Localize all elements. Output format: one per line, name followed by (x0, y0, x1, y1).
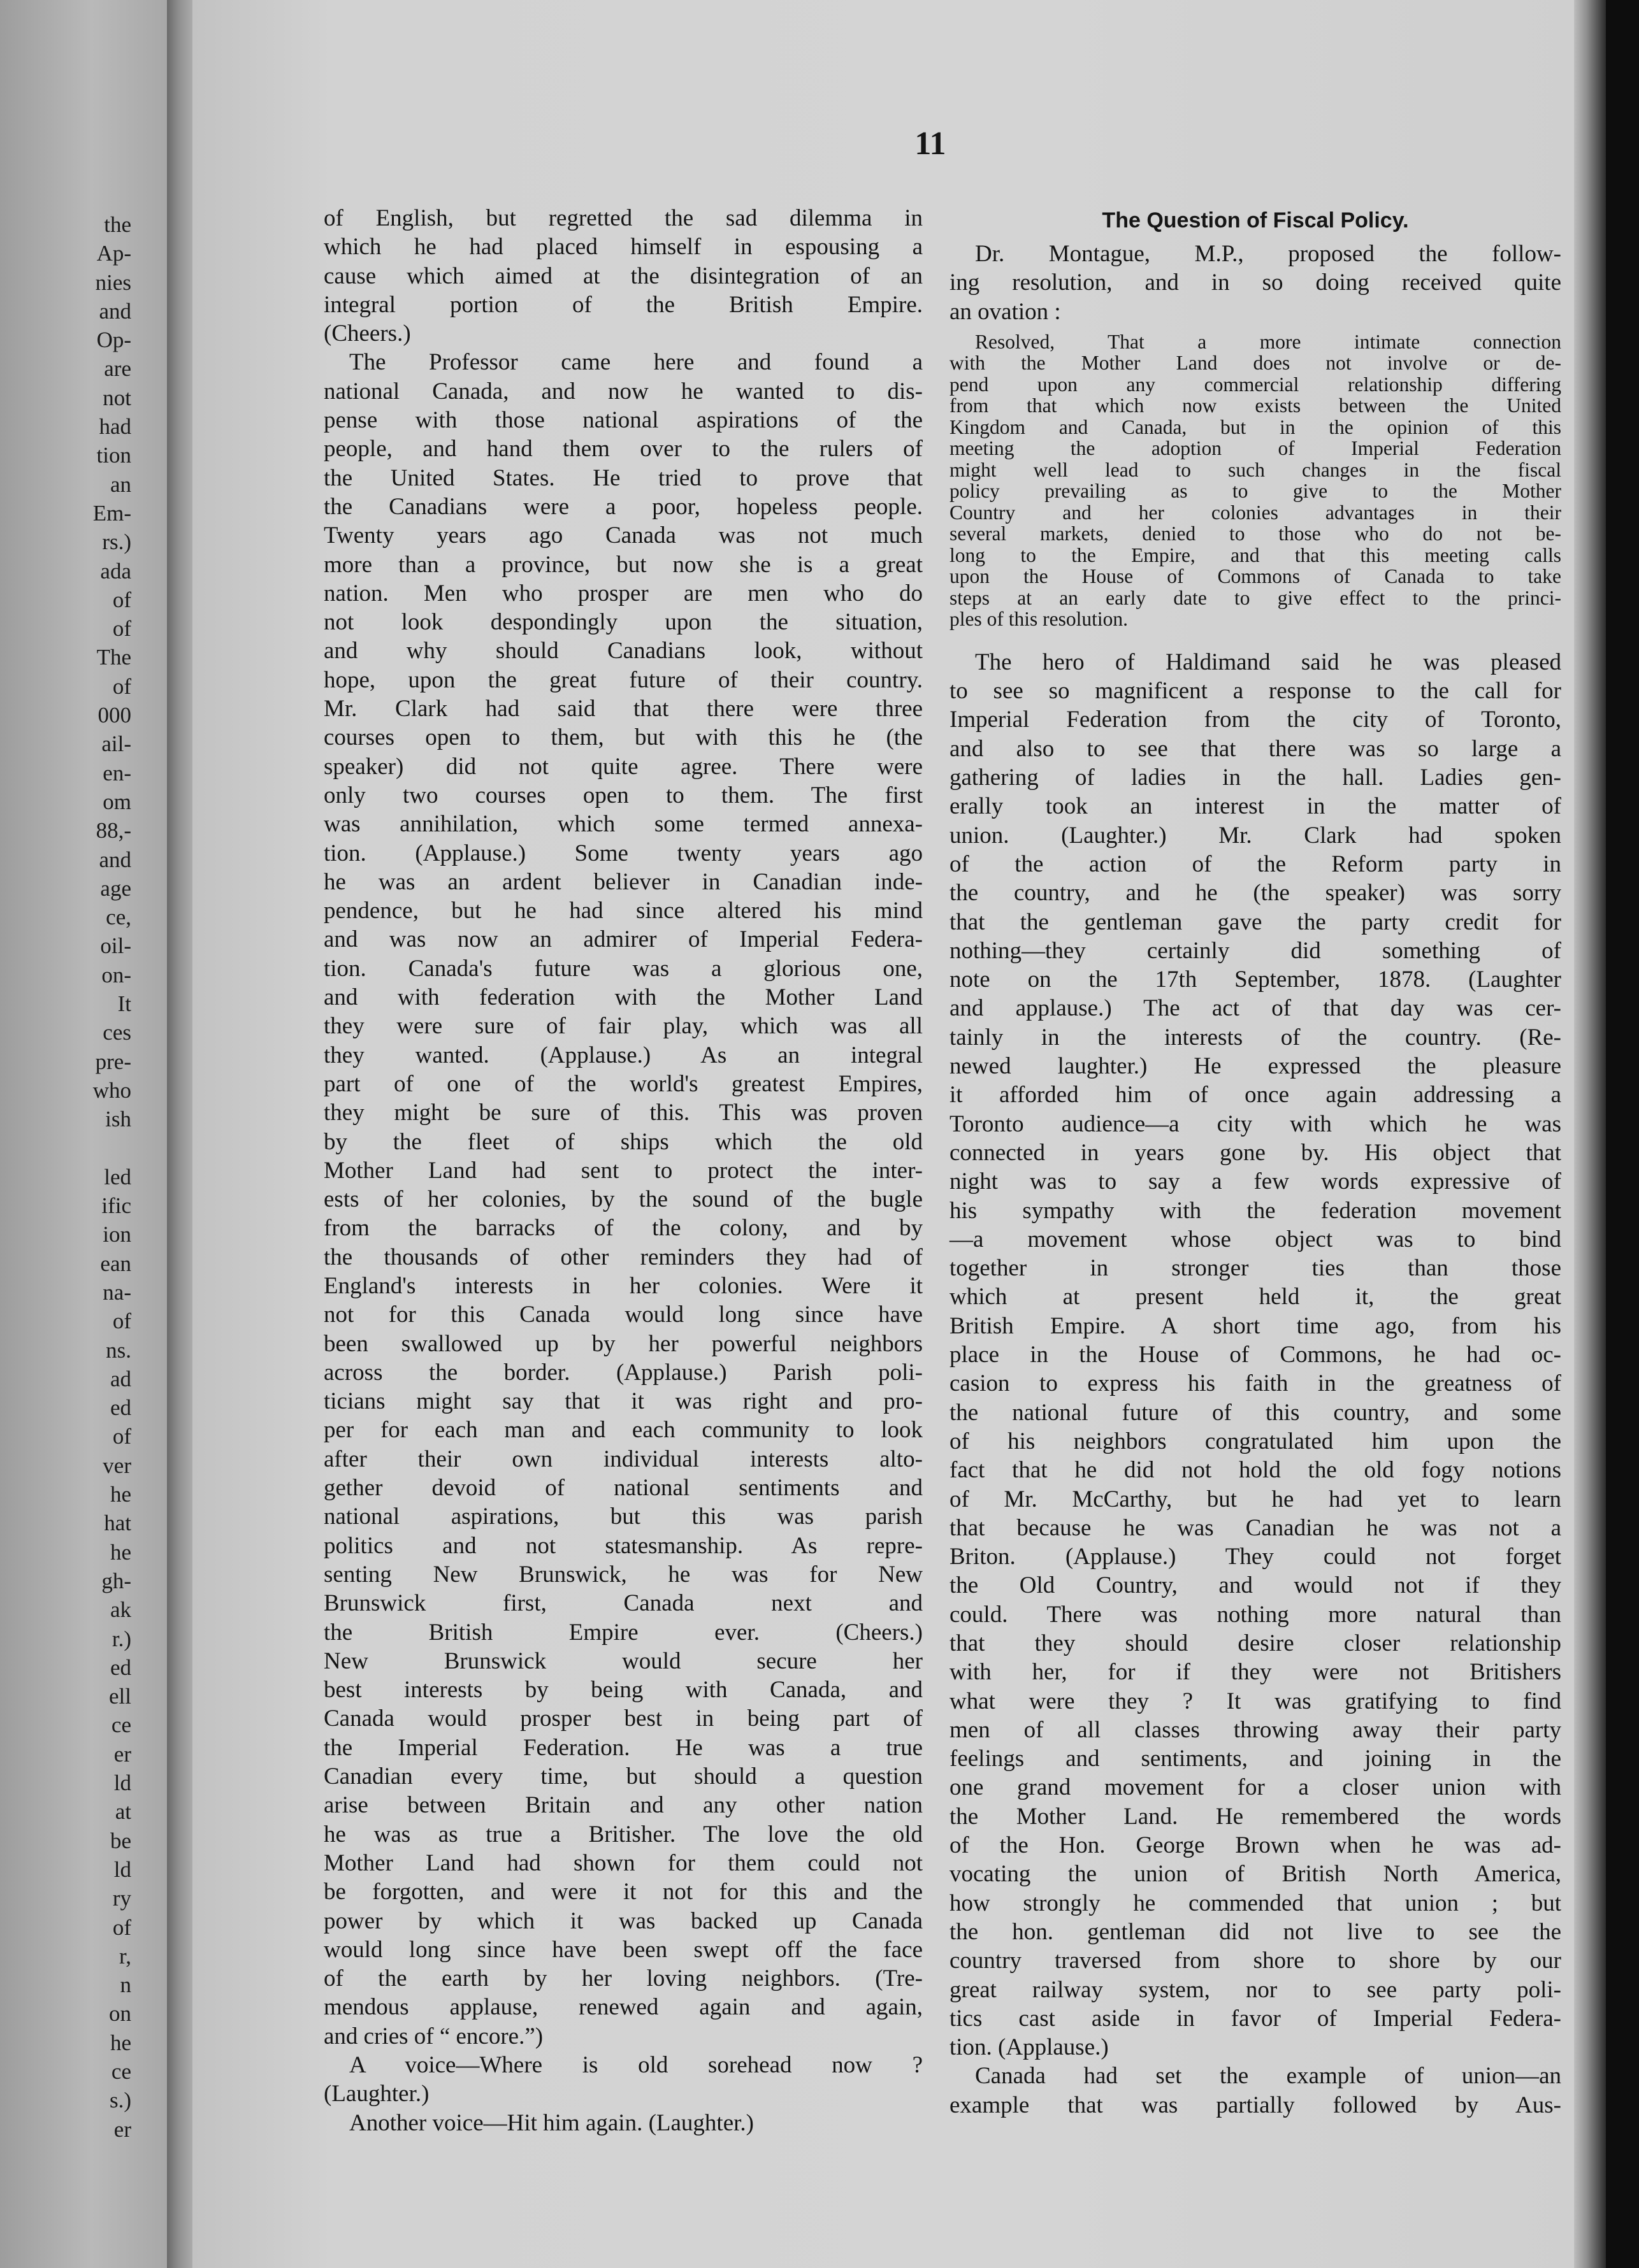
margin-fragment: ld (113, 1856, 131, 1882)
text-line: gathering of ladies in the hall. Ladies gen- (949, 764, 1561, 791)
text-line: with her, for if they were not Britishers (949, 1659, 1561, 1686)
text-line: not look despondingly upon the situation, (324, 609, 923, 636)
text-line: more than a province, but now she is a great (324, 551, 923, 578)
margin-fragment: on- (101, 962, 131, 987)
resolution-line: several markets, denied to those who do not be- (949, 522, 1561, 545)
text-line: the Imperial Federation. He was a true (324, 1734, 923, 1761)
margin-fragment: age (100, 875, 131, 901)
margin-fragment: ell (109, 1684, 131, 1709)
text-line: which at present held it, the great (949, 1284, 1561, 1310)
margin-fragment: ak (110, 1597, 131, 1623)
margin-fragment: er (113, 2116, 131, 2142)
margin-fragment: he (110, 2030, 131, 2055)
previous-page-text-fragments (4, 210, 131, 2144)
text-line: they might be sure of this. This was proven (324, 1100, 923, 1126)
text-line: pendence, but he had since altered his mind (324, 898, 923, 924)
text-line: the Mother Land. He remembered the words (949, 1803, 1561, 1830)
margin-fragment: gh- (101, 1568, 131, 1593)
resolution-line: with the Mother Land does not involve or de- (949, 352, 1561, 375)
text-line: national aspirations, but this was parish (324, 1504, 923, 1530)
text-line: night was to say a few words expressive of (949, 1168, 1561, 1195)
text-line: could. There was nothing more natural than (949, 1601, 1561, 1628)
text-line: and why should Canadians look, without (324, 638, 923, 664)
margin-fragment: n (120, 1972, 131, 1998)
margin-fragment: of (112, 1309, 131, 1334)
resolution-line: might well lead to such changes in the fiscal (949, 458, 1561, 481)
text-line: A voice—Where is old sorehead now ? (349, 2052, 923, 2078)
text-line: only two courses open to them. The first (324, 782, 923, 808)
text-line: the country, and he (the speaker) was sorry (949, 880, 1561, 907)
text-line: an ovation : (949, 298, 1061, 325)
text-line: country traversed from shore to shore by our (949, 1948, 1561, 1974)
margin-fragment: oil- (100, 933, 131, 959)
text-line: of the earth by her loving neighbors. (Tre- (324, 1965, 923, 1992)
text-line: arise between Britain and any other nation (324, 1792, 923, 1819)
text-line: be forgotten, and were it not for this and the (324, 1879, 923, 1906)
text-line: they were sure of fair play, which was all (324, 1013, 923, 1040)
margin-fragment: not (103, 385, 131, 410)
text-line: of the action of the Reform party in (949, 850, 1561, 877)
margin-fragment: s.) (109, 2088, 131, 2113)
text-line: men of all classes throwing away their party (949, 1716, 1561, 1743)
margin-fragment: ce, (106, 905, 131, 930)
text-line: which he had placed himself in espousing a (324, 234, 923, 261)
text-line: cause which aimed at the disintegration of an (324, 262, 923, 289)
text-line: how strongly he commended that union ; but (949, 1890, 1561, 1916)
margin-fragment: na- (103, 1279, 131, 1305)
resolution-line: long to the Empire, and that this meeting calls (949, 543, 1561, 566)
text-line: and with federation with the Mother Land (324, 984, 923, 1011)
text-line: nation. Men who prosper are men who do (324, 580, 923, 606)
text-line: New Brunswick would secure her (324, 1647, 923, 1674)
previous-page-edge (0, 0, 167, 2268)
margin-fragment: of (112, 616, 131, 642)
text-line: Dr. Montague, M.P., proposed the follow- (975, 241, 1561, 267)
text-line: fact that he did not hold the old fogy notions (949, 1457, 1561, 1484)
text-line: people, and hand them over to the rulers of (324, 436, 923, 463)
margin-fragment: en- (103, 760, 131, 786)
page-number: 11 (914, 126, 946, 162)
text-line: Another voice—Hit him again. (Laughter.) (349, 2109, 754, 2136)
text-line: connected in years gone by. His object that (949, 1139, 1561, 1166)
text-line: hope, upon the great future of their country. (324, 666, 923, 693)
margin-fragment: ld (113, 1770, 131, 1796)
speech-body (949, 648, 1561, 2120)
margin-fragment: an (110, 471, 131, 497)
text-line: across the border. (Applause.) Parish poli- (324, 1359, 923, 1386)
margin-fragment: Ap- (96, 241, 131, 266)
section-heading: The Question of Fiscal Policy. (1102, 208, 1409, 233)
text-line: they wanted. (Applause.) As an integral (324, 1042, 923, 1068)
resolution-line: Kingdom and Canada, but in the opinion of this (949, 415, 1561, 438)
text-line: Canadian every time, but should a question (324, 1763, 923, 1790)
margin-fragment: rs.) (102, 529, 131, 555)
resolution-line: pend upon any commercial relationship differing (949, 373, 1561, 396)
margin-fragment: of (112, 1424, 131, 1449)
intro-paragraph (949, 240, 1561, 326)
text-line: the thousands of other reminders they had of (324, 1244, 923, 1270)
text-line: The Professor came here and found a (349, 349, 923, 376)
text-line: union. (Laughter.) Mr. Clark had spoken (949, 822, 1561, 849)
margin-fragment: er (113, 1741, 131, 1767)
text-line: ing resolution, and in so doing received quite (949, 269, 1561, 296)
margin-fragment: ion (103, 1222, 131, 1247)
text-line: tion. Canada's future was a glorious one, (324, 955, 923, 982)
text-line: would long since have been swept off the face (324, 1936, 923, 1963)
resolution-line: from that which now exists between the United (949, 394, 1561, 417)
text-line: Brunswick first, Canada next and (324, 1590, 923, 1617)
text-line: great railway system, nor to see party poli- (949, 1976, 1561, 2003)
text-line: that because he was Canadian he was not a (949, 1514, 1561, 1541)
margin-fragment: r.) (112, 1626, 131, 1651)
text-line: Twenty years ago Canada was not much (324, 522, 923, 549)
text-line: of his neighbors congratulated him upon the (949, 1428, 1561, 1454)
margin-fragment: ce (111, 1712, 131, 1738)
margin-fragment: and (99, 298, 131, 324)
text-line: by the fleet of ships which the old (324, 1128, 923, 1155)
margin-fragment: led (104, 1164, 131, 1189)
text-line: ticians might say that it was right and pro- (324, 1388, 923, 1415)
text-line: the Canadians were a poor, hopeless people. (324, 493, 923, 520)
text-line: (Laughter.) (324, 2081, 430, 2107)
text-line: it afforded him of once again addressing a (949, 1082, 1561, 1109)
text-line: nothing—they certainly did something of (949, 937, 1561, 964)
text-line: not for this Canada would long since have (324, 1302, 923, 1328)
margin-fragment: are (104, 356, 131, 382)
text-line: the national future of this country, and some (949, 1399, 1561, 1426)
margin-fragment: The (96, 645, 131, 670)
margin-fragment: who (92, 1077, 131, 1103)
text-line: of English, but regretted the sad dilemma in (324, 205, 923, 231)
resolution-line: ples of this resolution. (949, 608, 1128, 631)
text-line: politics and not statesmanship. As repre- (324, 1532, 923, 1559)
resolution-line: Resolved, That a more intimate connection (975, 330, 1561, 353)
text-line: newed laughter.) He expressed the pleasure (949, 1053, 1561, 1080)
text-line: Briton. (Applause.) They could not forget (949, 1544, 1561, 1570)
margin-fragment: ada (100, 558, 131, 584)
text-line: the hon. gentleman did not live to see the (949, 1918, 1561, 1945)
page-right-edge (1574, 0, 1606, 2268)
margin-fragment: ces (103, 1020, 131, 1045)
text-line: courses open to them, but with this he (the (324, 724, 923, 751)
text-line: per for each man and each community to look (324, 1417, 923, 1444)
margin-fragment: and (99, 847, 131, 872)
resolution-line: upon the House of Commons of Canada to take (949, 565, 1561, 588)
text-line: he was an ardent believer in Canadian inde- (324, 868, 923, 895)
text-line: and also to see that there was so large a (949, 735, 1561, 762)
margin-fragment: had (99, 414, 131, 440)
text-line: Toronto audience—a city with which he was (949, 1110, 1561, 1137)
right-column (949, 204, 1561, 2120)
text-line: place in the House of Commons, he had oc- (949, 1342, 1561, 1368)
text-line: Mother Land had sent to protect the inter- (324, 1157, 923, 1184)
text-line: Mother Land had shown for them could not (324, 1849, 923, 1876)
margin-fragment: 88,- (96, 818, 131, 843)
margin-fragment: ver (103, 1453, 131, 1478)
text-line: Canada would prosper best in being part of (324, 1705, 923, 1732)
text-line: national Canada, and now he wanted to dis- (324, 378, 923, 405)
text-line: he was as true a Britisher. The love the old (324, 1821, 923, 1848)
margin-fragment: ish (105, 1107, 131, 1132)
margin-fragment: tion (96, 443, 131, 468)
margin-fragment: of (112, 587, 131, 612)
text-line: feelings and sentiments, and joining in the (949, 1746, 1561, 1772)
text-line: integral portion of the British Empire. (324, 291, 923, 318)
margin-fragment: pre- (95, 1049, 131, 1074)
text-line: The hero of Haldimand said he was pleased (975, 649, 1561, 675)
text-line: of Mr. McCarthy, but he had yet to learn (949, 1486, 1561, 1512)
text-line: erally took an interest in the matter of (949, 793, 1561, 820)
text-line: gether devoid of national sentiments and (324, 1475, 923, 1502)
margin-fragment: ific (101, 1193, 131, 1219)
text-line: his sympathy with the federation movement (949, 1197, 1561, 1224)
margin-fragment: om (103, 789, 131, 814)
margin-fragment: Op- (96, 327, 131, 353)
margin-fragment: nies (95, 269, 131, 295)
margin-fragment: ry (112, 1886, 131, 1911)
margin-fragment: ns. (106, 1337, 131, 1363)
text-line: power by which it was backed up Canada (324, 1907, 923, 1934)
text-line: and applause.) The act of that day was cer- (949, 995, 1561, 1022)
text-line: vocating the union of British North America, (949, 1861, 1561, 1888)
text-line: tion. (Applause.) (949, 2034, 1109, 2061)
margin-fragment: ed (110, 1654, 131, 1680)
text-line: what were they ? It was gratifying to find (949, 1688, 1561, 1714)
text-line: British Empire. A short time ago, from his (949, 1312, 1561, 1339)
text-line: after their own individual interests alto- (324, 1446, 923, 1472)
margin-fragment: on (109, 2001, 131, 2027)
text-line: Imperial Federation from the city of Toronto, (949, 707, 1561, 733)
margin-fragment: he (110, 1482, 131, 1507)
text-line: ests of her colonies, by the sound of the bugle (324, 1186, 923, 1213)
text-line: tics cast aside in favor of Imperial Federa- (949, 2005, 1561, 2032)
margin-fragment: ed (110, 1395, 131, 1421)
margin-fragment: ad (110, 1366, 131, 1391)
text-line: Canada had set the example of union—an (975, 2063, 1561, 2090)
resolution-line: policy prevailing as to give to the Mother (949, 480, 1561, 503)
margin-fragment: 000 (97, 703, 131, 728)
text-line: pense with those national aspirations of the (324, 407, 923, 434)
margin-fragment: ce (111, 2059, 131, 2084)
text-line: to see so magnificent a response to the call for (949, 678, 1561, 705)
margin-fragment: be (110, 1828, 131, 1853)
text-line: the British Empire ever. (Cheers.) (324, 1619, 923, 1646)
margin-fragment: ean (100, 1251, 131, 1276)
margin-fragment: at (115, 1799, 131, 1825)
text-line: from the barracks of the colony, and by (324, 1215, 923, 1242)
text-line: England's interests in her colonies. Were it (324, 1272, 923, 1299)
resolution-text (949, 331, 1561, 630)
text-line: casion to express his faith in the greatness of (949, 1370, 1561, 1397)
text-line: one grand movement for a closer union with (949, 1774, 1561, 1801)
text-line: of the Hon. George Brown when he was ad- (949, 1832, 1561, 1859)
text-line: mendous applause, renewed again and again, (324, 1994, 923, 2021)
margin-fragment: he (110, 1539, 131, 1565)
text-line: and was now an admirer of Imperial Federa- (324, 926, 923, 953)
left-column (324, 204, 923, 2137)
margin-fragment: of (112, 1914, 131, 1940)
text-line: note on the 17th September, 1878. (Laughter (949, 966, 1561, 993)
margin-fragment: of (112, 673, 131, 699)
text-line: example that was partially followed by Aus- (949, 2092, 1561, 2118)
text-line: tion. (Applause.) Some twenty years ago (324, 840, 923, 866)
text-line: been swallowed up by her powerful neighbors (324, 1330, 923, 1357)
text-line: was annihilation, which some termed annexa- (324, 811, 923, 838)
text-line: Mr. Clark had said that there were three (324, 696, 923, 722)
text-line: and cries of “ encore.”) (324, 2023, 544, 2049)
resolution-line: meeting the adoption of Imperial Federation (949, 437, 1561, 460)
text-line: the United States. He tried to prove that (324, 464, 923, 491)
margin-fragment: Em- (92, 500, 131, 526)
resolution-line: steps at an early date to give effect to the princi- (949, 586, 1561, 609)
text-line: part of one of the world's greatest Empires, (324, 1070, 923, 1097)
margin-fragment: hat (104, 1511, 131, 1536)
margin-fragment: r, (119, 1943, 131, 1969)
text-line: (Cheers.) (324, 320, 411, 347)
text-line: tainly in the interests of the country. (Re- (949, 1024, 1561, 1051)
text-line: that the gentleman gave the party credit for (949, 908, 1561, 935)
text-line: the Old Country, and would not if they (949, 1572, 1561, 1599)
text-line: speaker) did not quite agree. There were (324, 753, 923, 780)
margin-fragment: It (117, 991, 131, 1017)
text-line: —a movement whose object was to bind (949, 1226, 1561, 1252)
text-line: senting New Brunswick, he was for New (324, 1561, 923, 1588)
resolution-line: Country and her colonies advantages in their (949, 501, 1561, 524)
margin-fragment: ail- (101, 731, 131, 757)
text-line: that they should desire closer relationship (949, 1630, 1561, 1656)
text-line: best interests by being with Canada, and (324, 1677, 923, 1704)
margin-fragment (4, 1134, 131, 1163)
margin-fragment: the (104, 212, 131, 237)
text-line: together in stronger ties than those (949, 1255, 1561, 1282)
